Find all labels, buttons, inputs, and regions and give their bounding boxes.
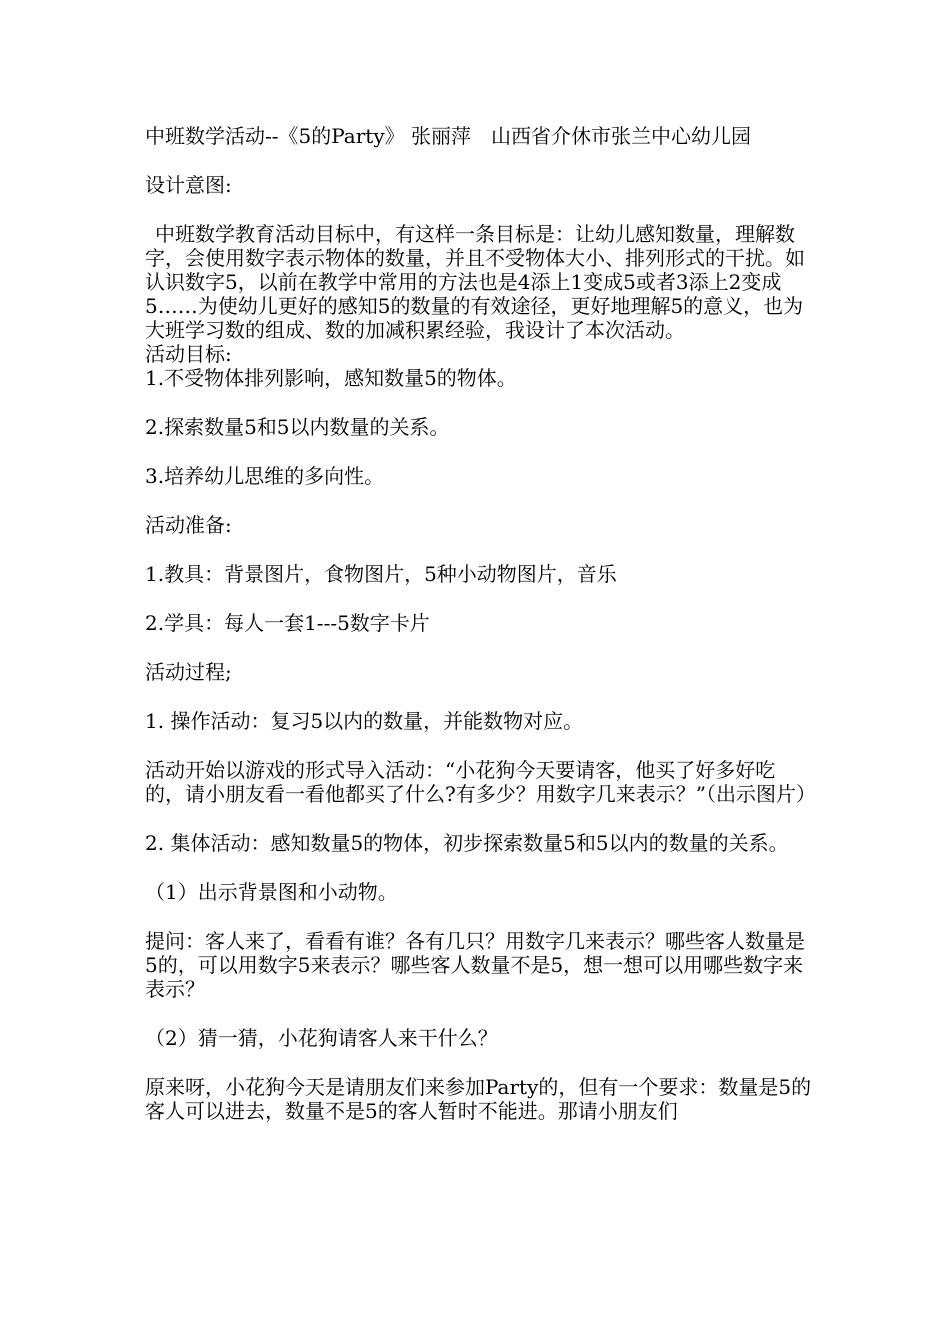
process-heading: 活动过程; bbox=[145, 660, 232, 684]
design-intent-heading: 设计意图: bbox=[145, 173, 232, 197]
process-step-2: 2. 集体活动：感知数量5的物体，初步探索数量5和5以内的数量的关系。 bbox=[145, 831, 789, 855]
preparation-item-2: 2.学具：每人一套1---5数字卡片 bbox=[145, 611, 430, 635]
process-substep-2-paragraph: 原来呀，小花狗今天是请朋友们来参加Party的，但有一个要求：数量是5的客人可以进去，数量不是5的客人暂时不能进。那请小朋友们 bbox=[145, 1075, 812, 1123]
process-substep-1: （1）出示背景图和小动物。 bbox=[145, 880, 398, 904]
preparation-heading: 活动准备: bbox=[145, 513, 232, 537]
goals-heading: 活动目标: bbox=[145, 342, 232, 366]
preparation-item-1: 1.教具：背景图片，食物图片，5种小动物图片，音乐 bbox=[145, 562, 617, 586]
design-intent-paragraph: 中班数学教育活动目标中，有这样一条目标是：让幼儿感知数量，理解数字，会使用数字表示物体的数量，并且不受物体大小、排列形式的干扰。如认识数字5，以前在教学中常用的方法也是4添上1变成5或者3添上2变成5……为使幼儿更好的感知5的数量的有效途径，更好地理解5的意义，也为大班学习数的组成、数的加减积累经验，我设计了本次活动。 bbox=[145, 222, 805, 342]
process-substep-2: （2）猜一猜，小花狗请客人来干什么？ bbox=[145, 1026, 498, 1050]
goal-item-3: 3.培养幼儿思维的多向性。 bbox=[145, 464, 385, 488]
goal-item-2: 2.探索数量5和5以内数量的关系。 bbox=[145, 415, 450, 439]
process-step-1: 1. 操作活动：复习5以内的数量，并能数物对应。 bbox=[145, 709, 584, 733]
goal-item-1: 1.不受物体排列影响，感知数量5的物体。 bbox=[145, 366, 517, 390]
document-body bbox=[145, 124, 816, 1123]
process-step-1-paragraph: 活动开始以游戏的形式导入活动：“小花狗今天要请客，他买了好多好吃的，请小朋友看一看他都买了什么?有多少？用数字几来表示？”（出示图片） bbox=[145, 758, 816, 806]
document-title: 中班数学活动--《5的Party》 张丽萍 山西省介休市张兰中心幼儿园 bbox=[145, 124, 751, 148]
process-substep-1-paragraph: 提问：客人来了，看看有谁？各有几只？用数字几来表示？哪些客人数量是5的，可以用数字5来表示？哪些客人数量不是5，想一想可以用哪些数字来表示？ bbox=[145, 929, 805, 1001]
